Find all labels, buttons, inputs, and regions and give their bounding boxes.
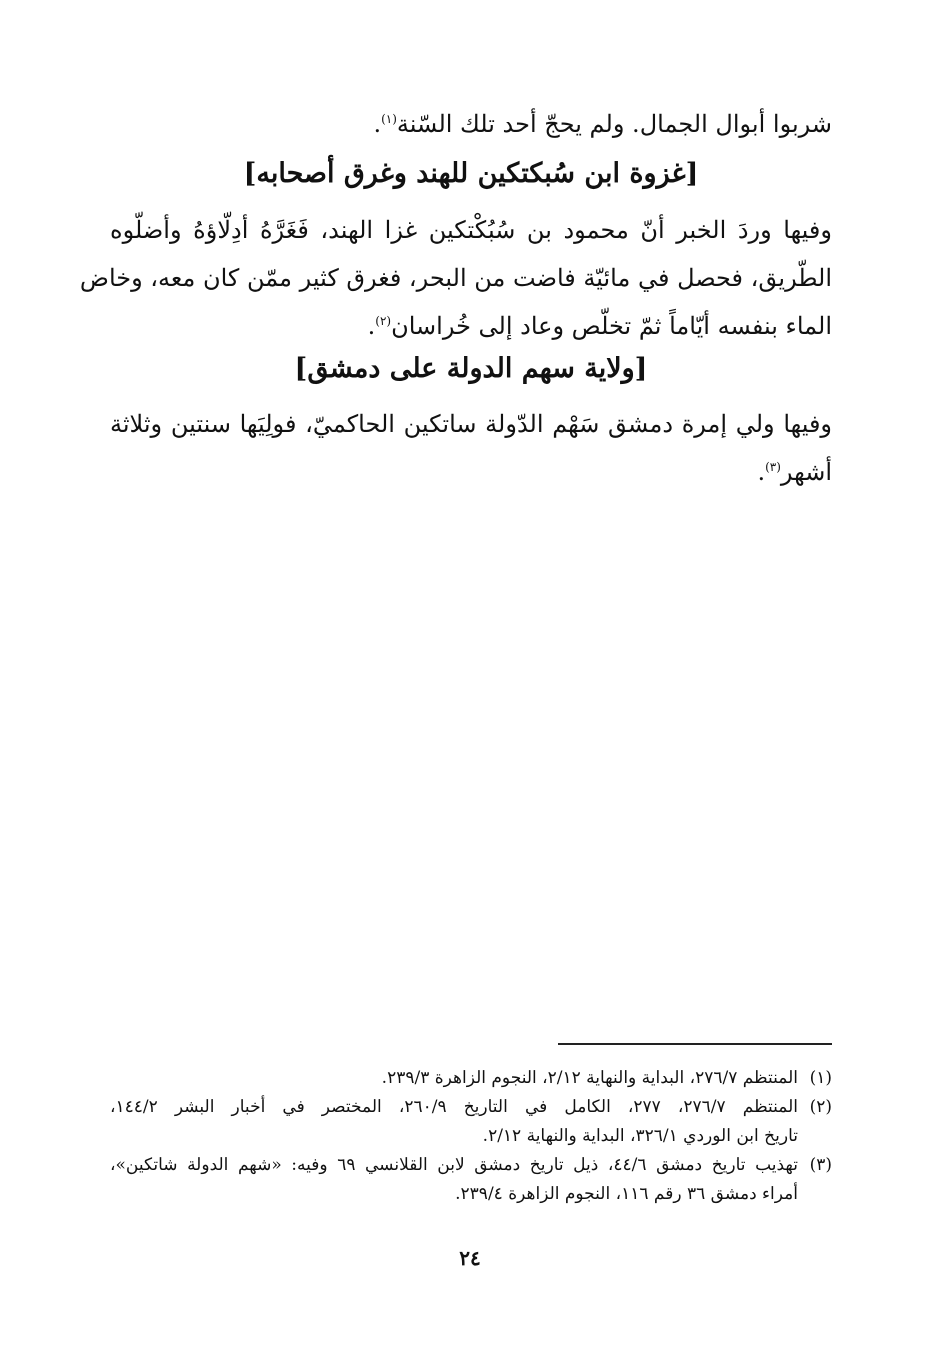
footnote-ref-2: (٢) [375, 314, 392, 328]
footnote-ref-3: (٣) [765, 460, 781, 474]
section2-line-2: أشهر$^{(٣)}$. [757, 458, 832, 486]
footnote-1-line-1: المنتظم ٢٧٦/٧، البداية والنهاية ٢/١٢، النجوم الزاهرة ٢٣٩/٣. [381, 1068, 798, 1088]
footnote-1 [110, 1064, 832, 1093]
section1-line-3: الماء بنفسه أيّاماً ثمّ تخلّص وعاد إلى خُراسان$^{(٢)}$. [367, 312, 832, 340]
section-heading-wilaya: [ولاية سهم الدولة على دمشق] [294, 353, 648, 384]
section1-paragraph [79, 206, 832, 350]
footnote-3-line-1: تهذيب تاريخ دمشق ٤٤/٦، ذيل تاريخ دمشق لابن القلانسي ٦٩ وفيه: «شهم الدولة شاتكين»، [110, 1155, 798, 1175]
footnote-2-line-2: تاريخ ابن الوردي ٣٢٦/١، البداية والنهاية ٢/١٢. [482, 1126, 798, 1146]
section2-line-1: وفيها ولي إمرة دمشق سَهْم الدّولة ساتكين الحاكميّ، فولِيَها سنتين وثلاثة [110, 410, 832, 438]
footnote-2-line-1: المنتظم ٢٧٦/٧، ٢٧٧، الكامل في التاريخ ٢٦٠/٩، المختصر في أخبار البشر ١٤٤/٢، [110, 1097, 799, 1117]
footnote-number: (١) [809, 1068, 832, 1088]
page-number: ٢٤ [459, 1246, 481, 1270]
section-heading-ghazwa: [غزوة ابن سُبكتكين للهند وغرق أصحابه] [243, 158, 699, 189]
footnote-number: (٣) [809, 1155, 832, 1175]
section1-line-2: الطّريق، فحصل في مائيّة فاضت من البحر، فغرق كثير ممّن كان معه، وخاض [79, 264, 832, 292]
intro-paragraph: شربوا أبوال الجمال. ولم يحجّ أحد تلك السّنة$^{(١)}$. [373, 110, 832, 138]
section1-line-1: وفيها وردَ الخبر أنّ محمود بن سُبُكْتكين غزا الهند، فَغَرَّهُ أدِلّاؤهُ وأضلّوه [110, 216, 832, 244]
footnote-2 [110, 1093, 832, 1151]
footnote-number: (٢) [809, 1097, 832, 1117]
footnote-separator [558, 1043, 832, 1045]
intro-text: شربوا أبوال الجمال. ولم يحجّ أحد تلك السّنة [396, 110, 832, 138]
footnote-3-line-2: أمراء دمشق ٣٦ رقم ١١٦، النجوم الزاهرة ٢٣٩/٤. [455, 1184, 798, 1204]
section2-paragraph [110, 400, 832, 496]
footnotes [110, 1064, 832, 1209]
footnote-ref-1: (١) [381, 112, 397, 126]
footnote-3 [110, 1151, 832, 1209]
